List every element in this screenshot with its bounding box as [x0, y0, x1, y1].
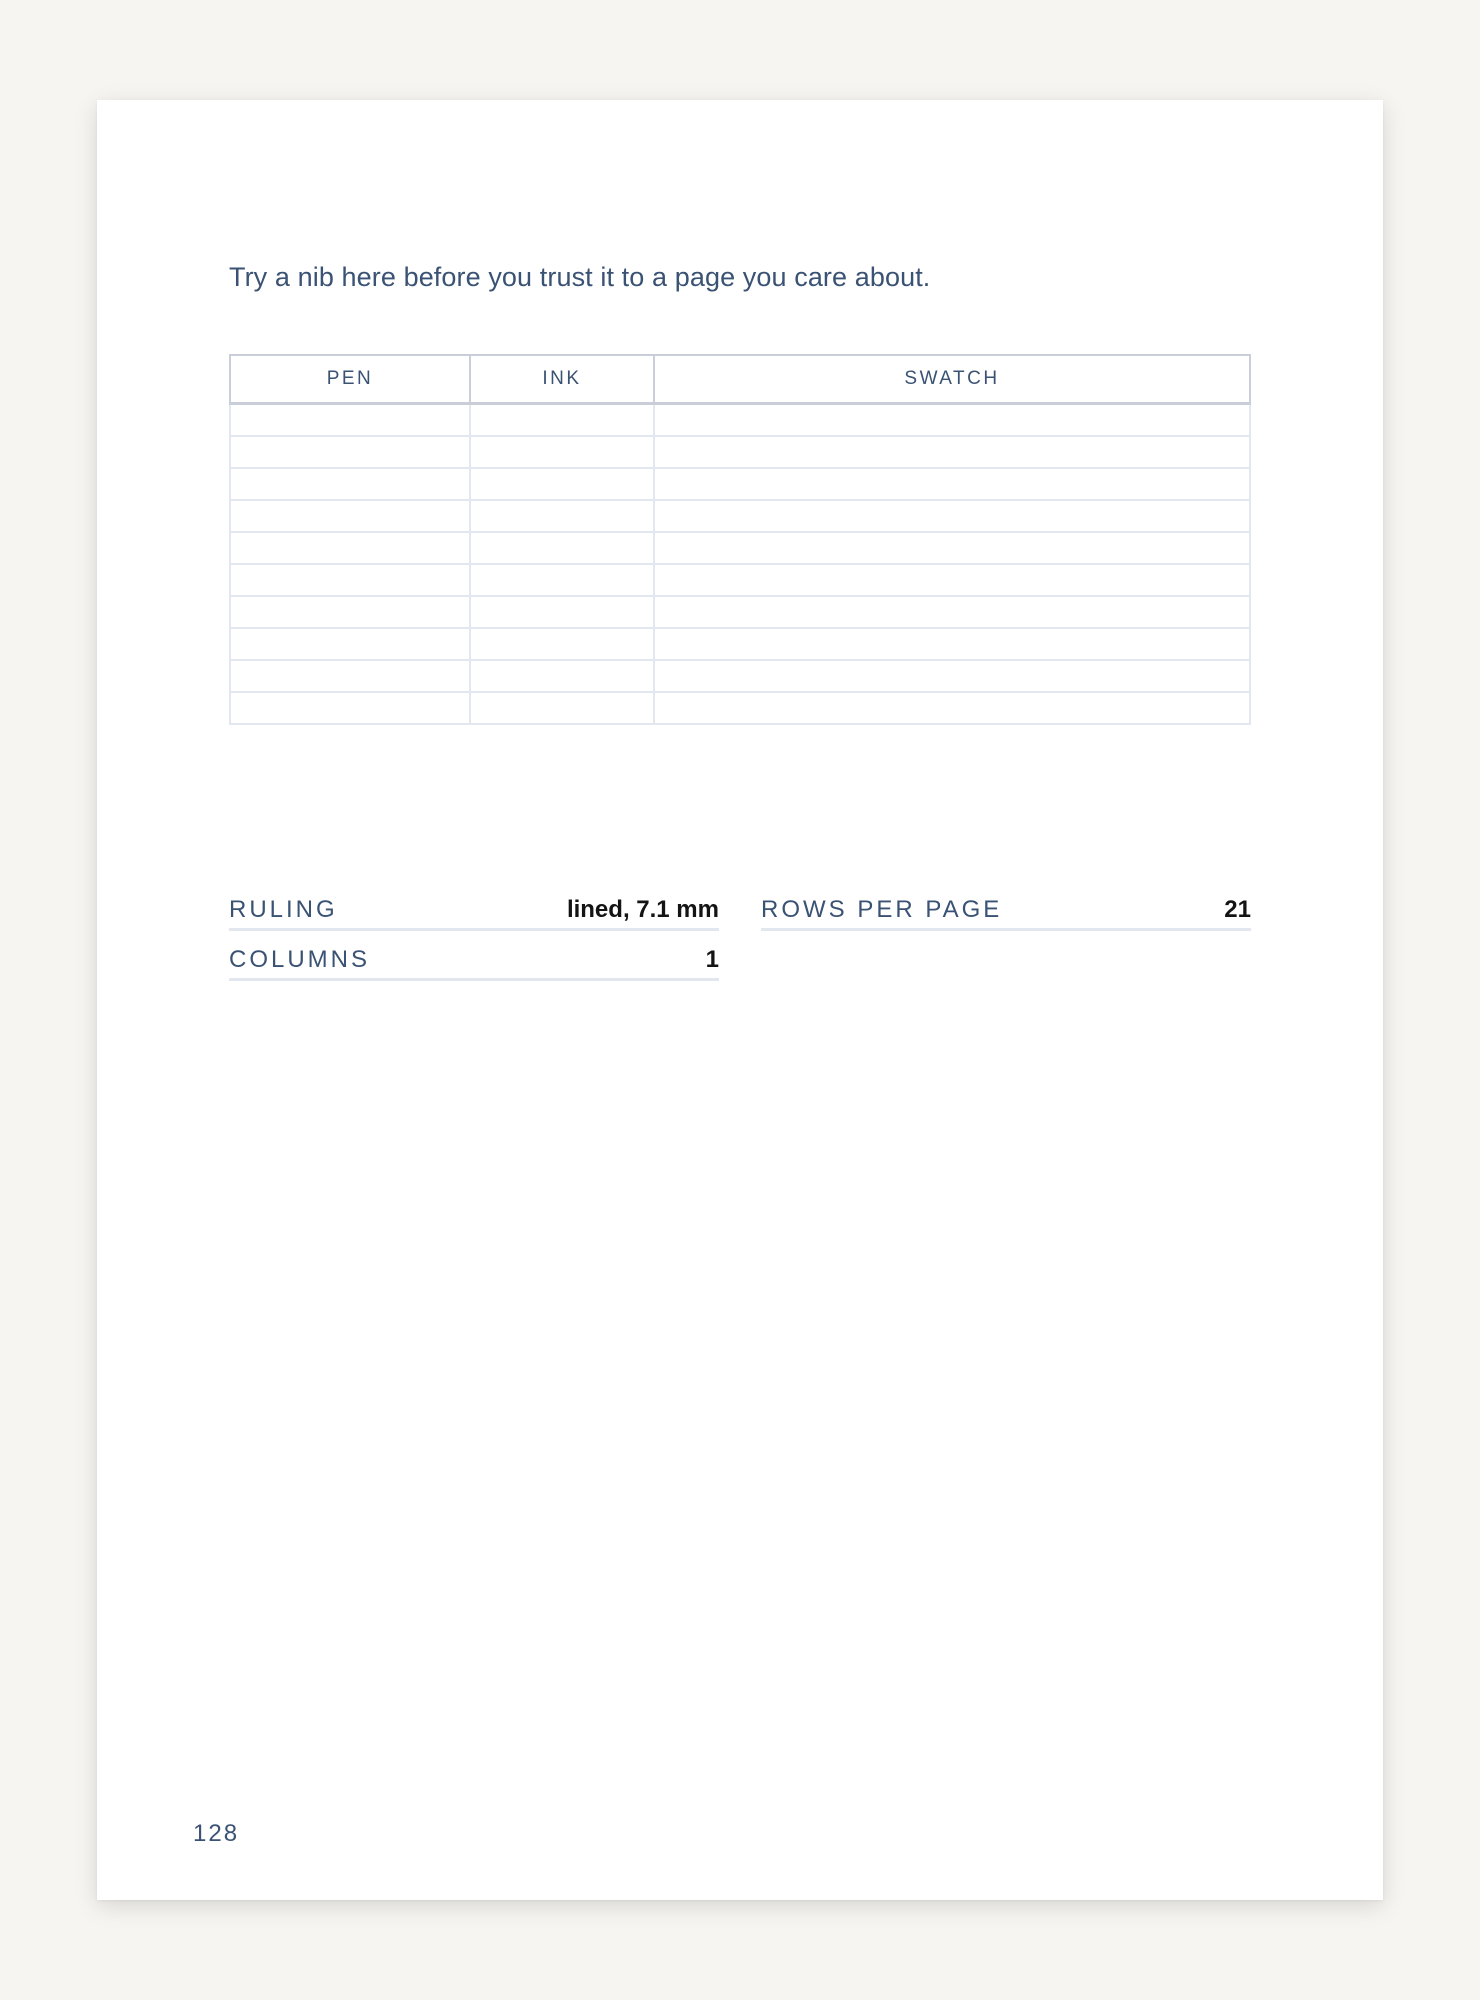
table-row [230, 564, 1250, 596]
table-cell [654, 404, 1250, 437]
intro-text: Try a nib here before you trust it to a page you care about. [229, 262, 931, 292]
header-pen: PEN [230, 355, 470, 404]
setting-ruling [229, 880, 719, 931]
table-cell [654, 596, 1250, 628]
table-cell [470, 692, 654, 724]
setting-value: 1 [705, 946, 719, 973]
table-cell [654, 628, 1250, 660]
table-cell [230, 468, 470, 500]
setting-label: COLUMNS [229, 946, 371, 973]
table-cell [654, 692, 1250, 724]
table-row [230, 404, 1250, 437]
setting-value: lined, 7.1 mm [566, 896, 719, 923]
table-cell [654, 468, 1250, 500]
table-cell [230, 436, 470, 468]
table-cell [230, 596, 470, 628]
table-row [230, 468, 1250, 500]
table-cell [470, 532, 654, 564]
table-row [230, 660, 1250, 692]
table-row [230, 500, 1250, 532]
table-cell [654, 500, 1250, 532]
table-cell [470, 596, 654, 628]
setting-rows-per-page [761, 880, 1251, 931]
table-cell [230, 692, 470, 724]
table-body [230, 404, 1250, 725]
table-cell [230, 404, 470, 437]
table-cell [230, 628, 470, 660]
header-ink: INK [470, 355, 654, 404]
table-row [230, 596, 1250, 628]
notebook-page [97, 100, 1383, 1900]
table-cell [654, 564, 1250, 596]
table-cell [654, 660, 1250, 692]
table-cell [230, 564, 470, 596]
table-cell [470, 628, 654, 660]
header-swatch: SWATCH [654, 355, 1250, 404]
table-row [230, 436, 1250, 468]
table-cell [230, 500, 470, 532]
table-row [230, 692, 1250, 724]
table-cell [654, 532, 1250, 564]
table-header-row [230, 355, 1250, 404]
table-row [230, 532, 1250, 564]
table-cell [230, 532, 470, 564]
table-cell [230, 660, 470, 692]
table-cell [470, 660, 654, 692]
table-cell [470, 468, 654, 500]
page-number: 128 [193, 1820, 240, 1847]
setting-columns [229, 930, 719, 981]
setting-label: ROWS PER PAGE [761, 896, 1003, 923]
table-cell [654, 436, 1250, 468]
setting-value: 21 [1224, 896, 1251, 923]
table-cell [470, 404, 654, 437]
table-cell [470, 500, 654, 532]
setting-label: RULING [229, 896, 338, 923]
table-row [230, 628, 1250, 660]
table-cell [470, 564, 654, 596]
swatch-table [229, 354, 1251, 725]
table-cell [470, 436, 654, 468]
